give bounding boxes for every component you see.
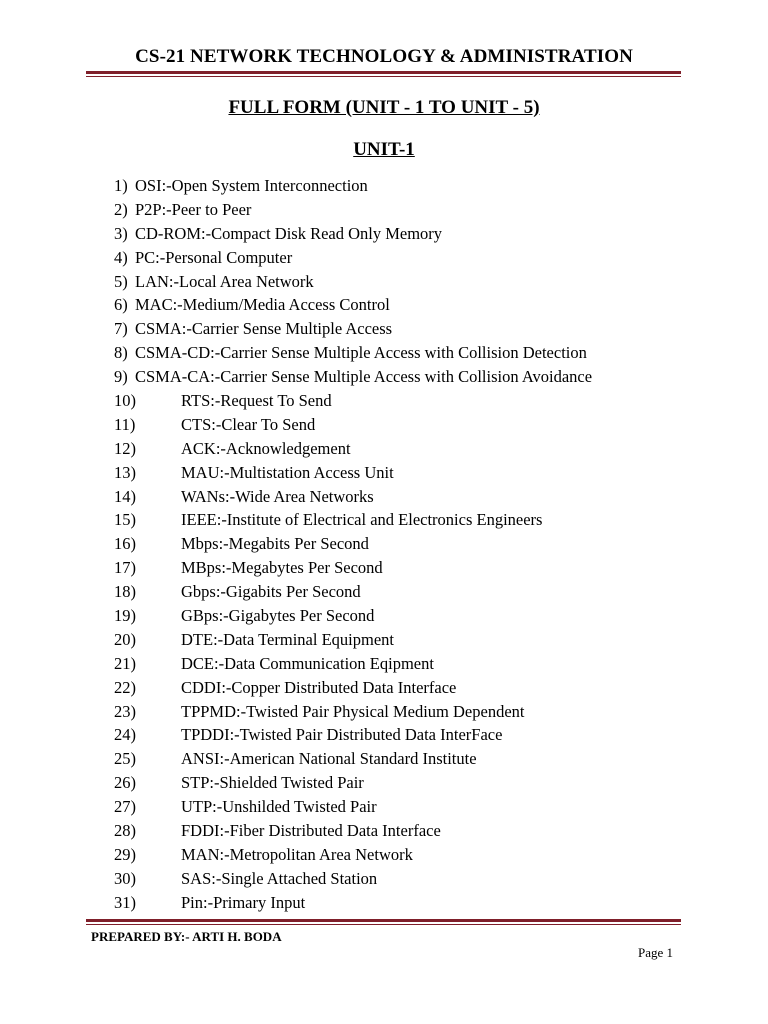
list-item [114,293,592,317]
list-item-number: 19) [114,606,136,626]
list-item [114,819,592,843]
list-item [114,556,592,580]
list-item-text: TPPMD:-Twisted Pair Physical Medium Dependent [181,701,525,721]
list-item-text: TPDDI:-Twisted Pair Distributed Data InterFace [181,725,503,745]
list-item [114,723,592,747]
list-item-number: 5) [114,271,128,291]
list-item [114,389,592,413]
list-item [114,461,592,485]
list-item [114,652,592,676]
header-rule [86,71,681,77]
list-item [114,676,592,700]
list-item [114,580,592,604]
list-item-text: DCE:-Data Communication Eqipment [181,653,434,673]
list-item-text: SAS:-Single Attached Station [181,868,378,888]
list-item-number: 24) [114,725,136,745]
list-item [114,771,592,795]
list-item-number: 10) [114,391,136,411]
list-item [114,891,592,915]
list-item [114,508,592,532]
header-rule-thick-line [86,71,681,74]
list-item [114,843,592,867]
page-number: Page 1 [638,945,674,960]
list-item-text: ACK:-Acknowledgement [181,438,351,458]
list-item-text: IEEE:-Institute of Electrical and Electronics Engineers [181,510,543,530]
list-item-number: 14) [114,486,136,506]
list-item-number: 27) [114,797,136,817]
list-item [114,628,592,652]
list-item-text: FDDI:-Fiber Distributed Data Interface [181,821,441,841]
list-item [114,795,592,819]
list-item-text: GBps:-Gigabytes Per Second [181,606,375,626]
page-header-title: CS-21 NETWORK TECHNOLOGY & ADMINISTRATION [135,46,633,67]
list-item [114,246,592,270]
list-item-text: Gbps:-Gigabits Per Second [181,582,361,602]
document-title: FULL FORM (UNIT - 1 TO UNIT - 5) [228,97,540,118]
list-item-text: CSMA-CA:-Carrier Sense Multiple Access with Collision Avoidance [135,367,593,387]
list-item-text: Mbps:-Megabits Per Second [181,534,369,554]
list-item-number: 29) [114,844,136,864]
list-item [114,413,592,437]
list-item-text: ANSI:-American National Standard Institute [181,749,477,769]
list-item [114,700,592,724]
list-item [114,222,592,246]
list-item-number: 26) [114,773,136,793]
list-item-number: 25) [114,749,136,769]
unit-heading: UNIT-1 [353,139,415,160]
list-item [114,532,592,556]
list-item-text: WANs:-Wide Area Networks [181,486,374,506]
list-item-number: 28) [114,821,136,841]
list-item [114,604,592,628]
list-item [114,485,592,509]
list-item-text: RTS:-Request To Send [181,391,332,411]
list-item-number: 7) [114,319,128,339]
list-item-text: PC:-Personal Computer [135,247,293,267]
list-item-text: MAN:-Metropolitan Area Network [181,844,413,864]
list-item [114,270,592,294]
list-item-text: CSMA:-Carrier Sense Multiple Access [135,319,393,339]
list-item-number: 2) [114,199,128,219]
header-rule-thin-line [86,76,681,77]
list-item-text: STP:-Shielded Twisted Pair [181,773,364,793]
list-item [114,198,592,222]
list-item-text: P2P:-Peer to Peer [135,199,252,219]
list-item-number: 12) [114,438,136,458]
list-item-text: CTS:-Clear To Send [181,414,316,434]
footer-rule-thick-line [86,919,681,922]
list-item-number: 16) [114,534,136,554]
list-item-number: 6) [114,295,128,315]
list-item-number: 1) [114,176,128,195]
list-item [114,174,592,198]
list-item-text: MAC:-Medium/Media Access Control [135,295,390,315]
abbreviation-list [114,174,592,915]
list-item [114,437,592,461]
list-item-text: CD-ROM:-Compact Disk Read Only Memory [135,223,443,243]
list-item-text: CSMA-CD:-Carrier Sense Multiple Access with Collision Detection [135,343,587,363]
prepared-by-label: PREPARED BY:- ARTI H. BODA [91,929,282,944]
list-item-number: 22) [114,677,136,697]
list-item-number: 9) [114,367,128,387]
list-item-number: 20) [114,629,136,649]
list-item [114,867,592,891]
list-item [114,317,592,341]
list-item-number: 11) [114,414,136,434]
list-item-number: 13) [114,462,136,482]
list-item-text: LAN:-Local Area Network [135,271,314,291]
list-item-text: OSI:-Open System Interconnection [135,176,368,195]
list-item-text: CDDI:-Copper Distributed Data Interface [181,677,457,697]
list-item-text: UTP:-Unshilded Twisted Pair [181,797,377,817]
list-item-text: MAU:-Multistation Access Unit [181,462,394,482]
list-item-number: 30) [114,868,136,888]
footer-rule-thin-line [86,924,681,925]
list-item-number: 8) [114,343,128,363]
list-item-number: 3) [114,223,128,243]
list-item-number: 17) [114,558,136,578]
list-item-number: 15) [114,510,136,530]
list-item-number: 31) [114,892,136,912]
list-item-text: MBps:-Megabytes Per Second [181,558,383,578]
list-item-text: DTE:-Data Terminal Equipment [181,629,394,649]
footer-rule [86,919,681,925]
list-item-number: 18) [114,582,136,602]
list-item [114,365,592,389]
list-item-number: 21) [114,653,136,673]
list-item-text: Pin:-Primary Input [181,892,306,912]
list-item-number: 4) [114,247,128,267]
list-item [114,341,592,365]
list-item-number: 23) [114,701,136,721]
list-item [114,747,592,771]
